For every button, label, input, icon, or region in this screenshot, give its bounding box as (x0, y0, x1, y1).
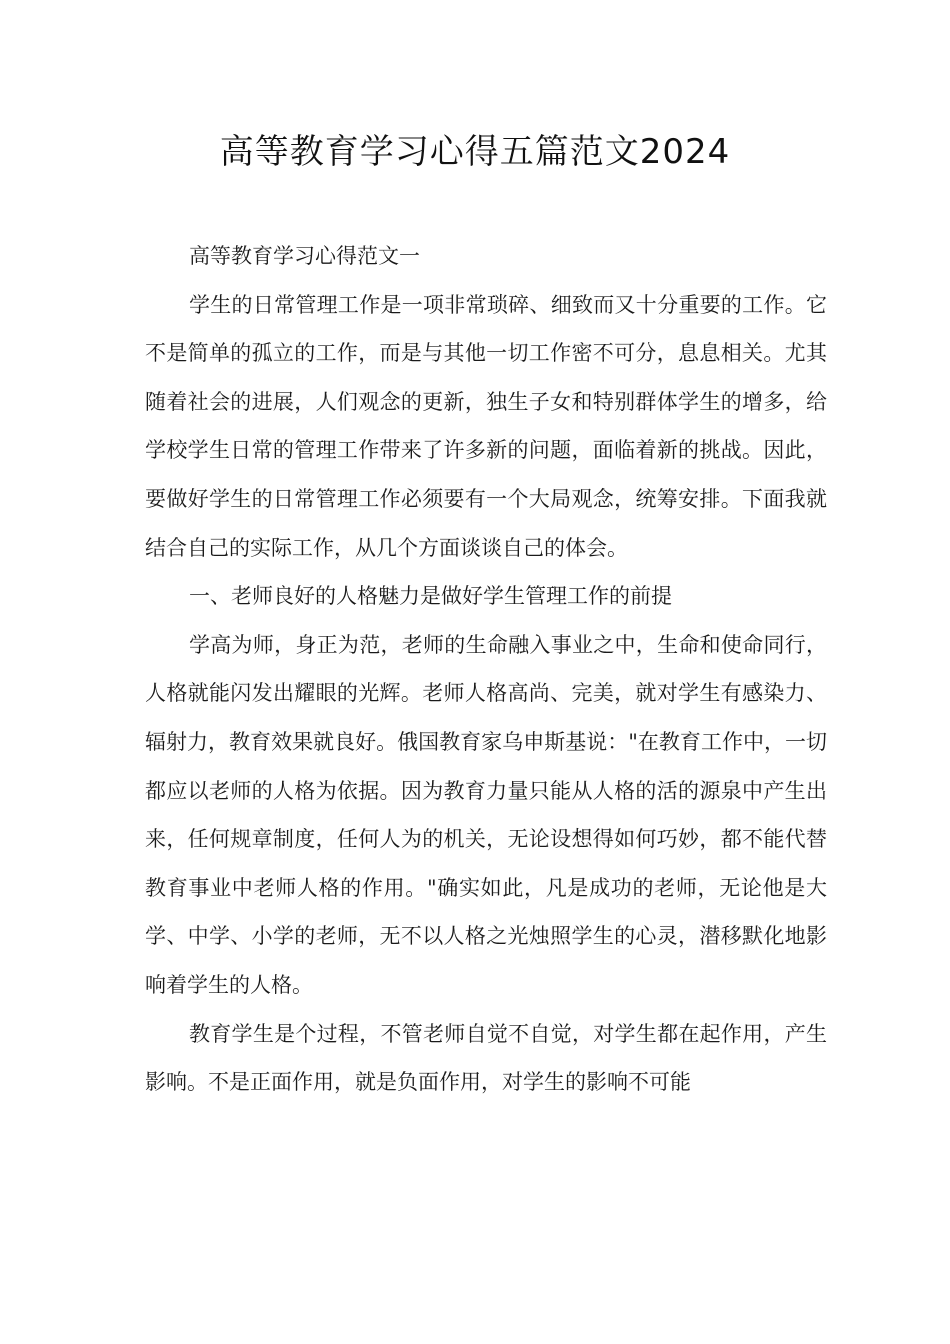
paragraph: 教育学生是个过程，不管老师自觉不自觉，对学生都在起作用，产生影响。不是正面作用，就是负面作用，对学生的影响不可能 (145, 1021, 827, 1095)
document-title: 高等教育学习心得五篇范文2024 (219, 132, 731, 172)
paragraph: 学高为师，身正为范，老师的生命融入事业之中，生命和使命同行，人格就能闪发出耀眼的光辉。老师人格高尚、完美，就对学生有感染力、辐射力，教育效果就良好。俄国教育家乌申斯基说："在教育工作中，一切都应以老师的人格为依据。因为教育力量只能从人格的活的源泉中产生出来，任何规章制度，任何人为的机关，无论设想得如何巧妙，都不能代替教育事业中老师人格的作用。"确实如此，凡是成功的老师，无论他是大学、中学、小学的老师，无不以人格之光烛照学生的心灵，潜移默化地影响着学生的人格。 (145, 632, 827, 997)
subsection-heading: 一、老师良好的人格魅力是做好学生管理工作的前提 (189, 584, 672, 609)
paragraph: 学生的日常管理工作是一项非常琐碎、细致而又十分重要的工作。它不是简单的孤立的工作，而是与其他一切工作密不可分，息息相关。尤其随着社会的进展，人们观念的更新，独生子女和特别群体学生的增多，给学校学生日常的管理工作带来了许多新的问题，面临着新的挑战。因此，要做好学生的日常管理工作必须要有一个大局观念，统筹安排。下面我就结合自己的实际工作，从几个方面谈谈自己的体会。 (145, 292, 827, 560)
document-body (145, 232, 827, 1107)
section-heading: 高等教育学习心得范文一 (189, 244, 420, 268)
